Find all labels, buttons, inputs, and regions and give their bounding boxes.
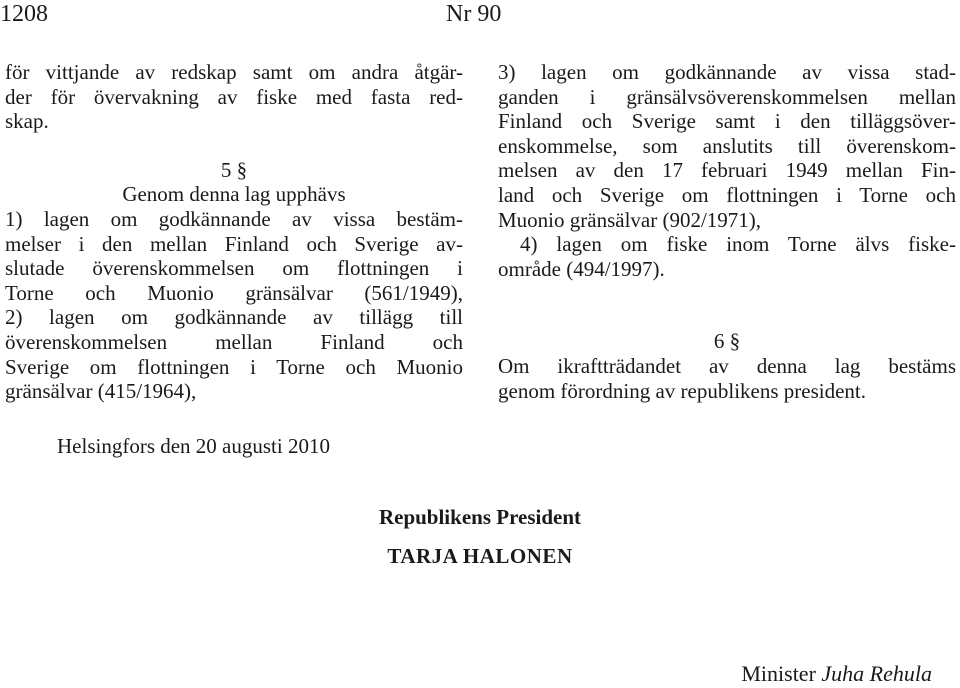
issue-number: Nr 90 [446,1,502,27]
item3-line: enskommelse, som anslutits till överenskom- [498,133,956,158]
intro-line: för vittjande av redskap samt om andra åtgär- [5,60,463,84]
item4-line: område (494/1997). [498,256,665,281]
section6-line: Om ikraftträdandet av denna lag bestäms [498,353,956,378]
left-column [5,60,463,404]
section-lead: Genom denna lag upphävs [122,182,346,207]
section6-line: genom förordning av republikens president. [498,378,866,403]
item3-line: melsen av den 17 februari 1949 mellan Fin- [498,158,956,183]
minister-signature [741,660,932,688]
item1-line: melser i den mellan Finland och Sverige av- [5,231,463,256]
item3-line: 3) lagen om godkännande av vissa stad- [498,60,956,84]
president-title: Republikens President [378,505,582,529]
item3-line: ganden i gränsälvsöverenskommelsen mellan [498,84,956,109]
minister-name: Juha Rehula [821,661,932,686]
item1-line: Torne och Muonio gränsälvar (561/1949), [5,280,463,305]
page-number: 1208 [0,1,48,27]
item4-line: 4) lagen om fiske inom Torne älvs fiske- [520,232,956,257]
section-heading-5: 5 § [220,157,248,182]
section-heading-6: 6 § [713,329,741,354]
place-date: Helsingfors den 20 augusti 2010 [57,434,330,458]
right-column [498,60,956,403]
item2-line: Sverige om flottningen i Torne och Muonio [5,354,463,379]
item3-line: land och Sverige om flottningen i Torne och [498,182,956,207]
intro-line: der för övervakning av fiske med fasta red- [5,84,463,109]
president-name: TARJA HALONEN [387,544,573,568]
item1-line: slutade överenskommelsen om flottningen i [5,256,463,281]
minister-title: Minister [741,661,816,686]
item1-line: 1) lagen om godkännande av vissa bestäm- [5,206,463,231]
item2-line: överenskommelsen mellan Finland och [5,329,463,354]
item2-line: gränsälvar (415/1964), [5,379,197,404]
intro-line: skap. [5,109,49,134]
item2-line: 2) lagen om godkännande av tillägg till [5,305,463,330]
item3-line: Finland och Sverige samt i den tilläggsöver- [498,109,956,134]
item3-line: Muonio gränsälvar (902/1971), [498,207,762,232]
